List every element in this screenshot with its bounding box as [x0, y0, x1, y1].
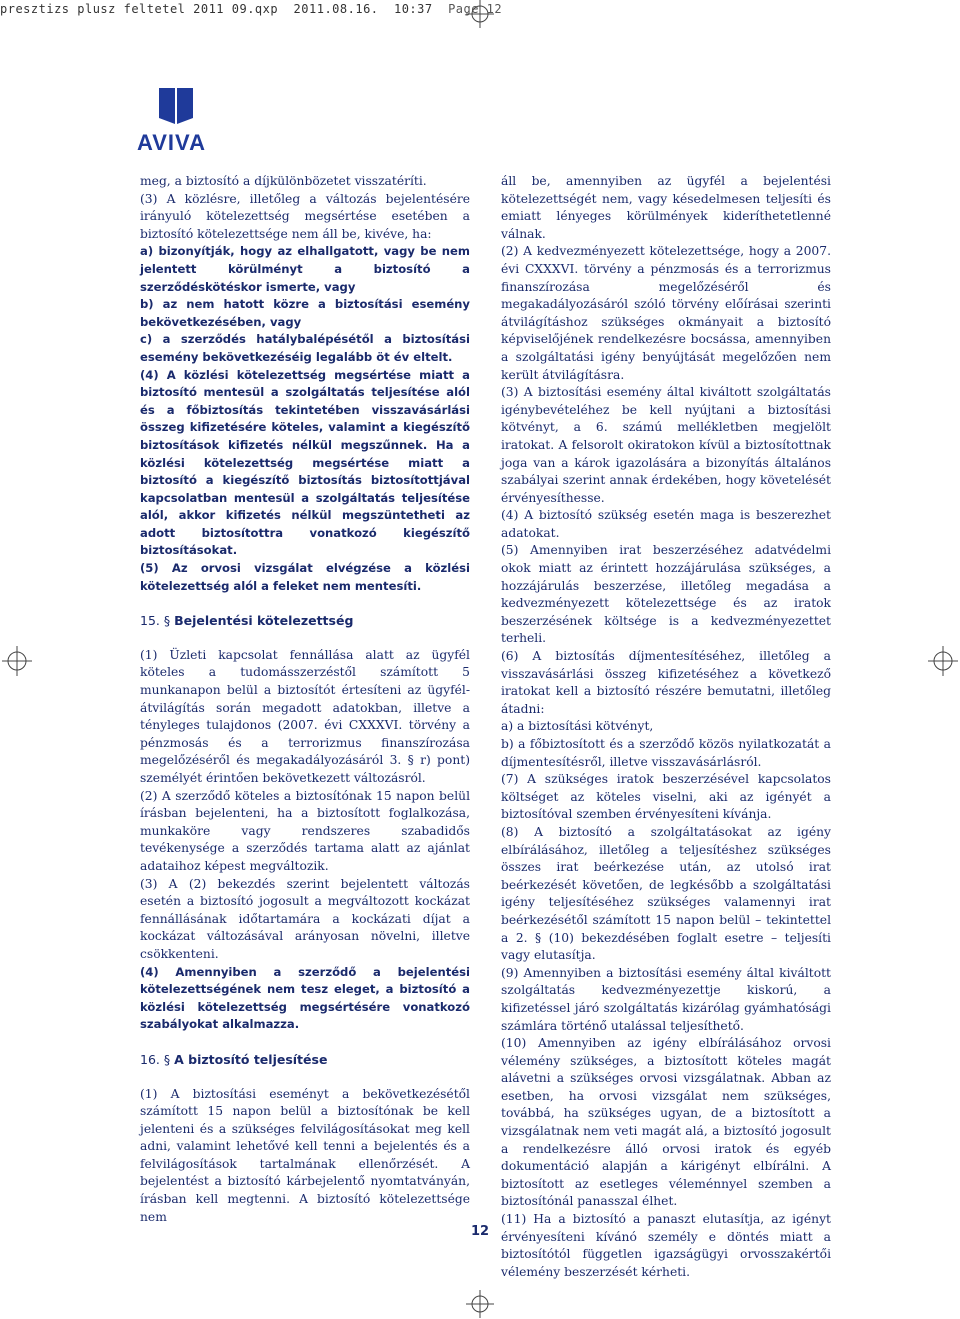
left-paragraph: (3) A közlésre, illetőleg a változás bejelentésére irányuló kötelezettség megsértése esetében a biztosító kötelezettsége nem áll be, kivéve, ha: [140, 191, 470, 241]
left-paragraph: (3) A (2) bekezdés szerint bejelentett változás esetén a biztosító jogosult a megváltozott kockázat fennállásának időtartamára a kockázati díjat a kockázat változásával arányosan növelni, illetve csökkenteni. [140, 876, 470, 961]
section-number: 16. § [140, 1051, 171, 1067]
left-text: (4) A közlési kötelezettség megsértése miatt a biztosító mentesül a szolgáltatás teljesítése alól és a főbiztosítás tekintetében visszavásárlási összeg kifizetésére köteles, valamint a kiegészítő biztosítások kifizetés nélkül megszűnnek. [140, 367, 470, 452]
slug-page: Page 12 [448, 2, 503, 16]
right-paragraph: (4) A biztosító szükség esetén maga is beszerezhet adatokat. [501, 508, 831, 540]
section-title: A biztosító teljesítése [174, 1051, 328, 1067]
aviva-logo-text: AVIVA [137, 130, 206, 155]
left-paragraph-bold [140, 367, 470, 561]
slug-date: 2011.08.16. [293, 2, 379, 16]
left-paragraph-bold: b) az nem hatott közre a biztosítási esemény bekövetkezésében, vagy [140, 297, 470, 329]
right-paragraph: (10) Amennyiben az igény elbírálásához orvosi vélemény szükséges, a biztosított köteles magát alávetni a szükséges orvosi vizsgálatnak. Abban az esetben, ha orvosi vizsgálat nem szükséges, továbbá, ha szükséges ugyan, de a biztosított a vizsgálatnak nem veti magát alá, a biztosító jogosult a rendelkezésre álló orvosi iratok és egyéb dokumentáció alapján a kárigényt elbírálni. A biztosított az esetleges véleménnyel szemben a biztosítónál panasszal élhet. [501, 1036, 831, 1209]
left-paragraph: (1) Üzleti kapcsolat fennállása alatt az ügyfél köteles a tudomásszerzéstől számított 5 munkanapon belül a biztosítót értesíteni az ügyfél-átvilágítás során megadott adatokban, illetve a tényleges tulajdonos (2007. évi CXXXVI. törvény a pénzmosás és a terrorizmus finanszírozása megelőzéséről és megakadályozásáról 3. § r) pont) személyét érintően bekövetkezett változásról. [140, 647, 470, 785]
right-paragraph: (3) A biztosítási esemény által kiváltott szolgáltatás igénybevételéhez be kell nyújtani a biztosítási kötvényt, a 6. számú mellékletben megjelölt iratokat. A felsorolt okiratokon kívül a biztosítottnak joga van a károk igazolására a bizonyítás általános szabályai szerint annak érdekében, hogy követelését érvényesíthesse. [501, 385, 831, 505]
slug-filename: presztizs plusz feltetel 2011 09.qxp [0, 2, 279, 16]
left-paragraph-bold: (4) Amennyiben a szerződő a bejelentési kötelezettségének nem tesz eleget, a biztosító a közlési kötelezettség megsértésére vonatkozó szabályokat alkalmazza. [140, 964, 470, 1032]
right-paragraph: (7) A szükséges iratok beszerzésével kapcsolatos költséget az köteles viselni, aki az igényét a biztosítóval szemben érvényesíteni kívánja. [501, 772, 831, 822]
left-paragraph-bold: (5) Az orvosi vizsgálat elvégzése a közlési kötelezettség alól a feleket nem mentesíti. [140, 561, 470, 593]
right-paragraph: (8) A biztosító a szolgáltatásokat az igény elbírálásához, illetőleg a teljesítéshez szükséges összes irat beérkezése után, az utolsó irat beérkezését követően, de legkésőbb a szolgáltatási igény teljesítéséhez szükséges valamennyi irat beérkezésétől számított 15 napon belül – tekintettel a 2. § (10) bekezdésében foglalt esetre – teljesíti vagy elutasítja. [501, 824, 831, 963]
print-slug [0, 2, 502, 16]
aviva-logo [137, 88, 219, 156]
right-column [501, 173, 831, 1281]
right-paragraph: (9) Amennyiben a biztosítási esemény által kiváltott szolgáltatás kedvezményezettje kiskorú, a kifizetéssel járó szolgáltatás kizárólag gyámhatósági számlára történő utalással teljesíthető. [501, 965, 831, 1033]
right-paragraph: b) a főbiztosított és a szerződő közös nyilatkozatát a díjmentesítésről, illetve visszavásárlásról. [501, 737, 831, 769]
section-heading-15 [140, 612, 470, 630]
aviva-flag-icon [147, 88, 207, 124]
left-text: Ha a közlési kötelezettség megsértése miatt a biztosító a kiegészítő biztosítás biztosítottjával kapcsolatban mentesül a szolgáltatás teljesítése alól, akkor kifizetés nélkül megszüntetheti az adott biztosítottra vonatkozó kiegészítő biztosításokat. [140, 437, 470, 558]
right-paragraph: (2) A kedvezményezett kötelezettsége, hogy a 2007. évi CXXXVI. törvény a pénzmosás és a terrorizmus finanszírozása megelőzéséről és megakadályozásáról szóló törvény előírásai szerinti átvilágításhoz szükséges okmányait a biztosító képviselőjének rendelkezésre bocsássa, amennyiben a szolgáltatási igény benyújtását megelőzően nem került átvilágításra. [501, 244, 831, 382]
section-title: Bejelentési kötelezettség [174, 613, 354, 629]
right-paragraph: a) a biztosítási kötvényt, [501, 719, 654, 734]
section-heading-16 [140, 1051, 470, 1069]
left-paragraph-bold: c) a szerződés hatálybalépésétől a biztosítási esemény bekövetkezéséig legalább öt év eltelt. [140, 332, 470, 364]
page-number: 12 [470, 1224, 490, 1239]
slug-time: 10:37 [393, 2, 433, 16]
left-paragraph-bold: a) bizonyítják, hogy az elhallgatott, vagy be nem jelentett körülményt a biztosító a szerződéskötéskor ismerte, vagy [140, 244, 470, 294]
right-paragraph: (11) Ha a biztosító a panaszt elutasítja, az igényt érvényesíteni kívánó személy e döntés miatt a biztosítótól független igazságügyi orvosszakértői vélemény beszerzését kérheti. [501, 1212, 831, 1279]
left-paragraph: meg, a biztosító a díjkülönbözetet visszatéríti. [140, 174, 427, 188]
registration-mark-left-icon [2, 646, 32, 676]
left-paragraph: (2) A szerződő köteles a biztosítónak 15 napon belül írásban bejelenteni, ha a biztosított foglalkozása, munkaköre vagy rendszeres szabadidős tevékenysége a szerződés tartama alatt az ajánlat adataihoz képest megváltozik. [140, 788, 470, 873]
registration-mark-right-icon [928, 646, 958, 676]
right-paragraph: (6) A biztosítás díjmentesítéséhez, illetőleg a visszavásárlási összeg kifizetéséhez a következő iratokat kell a biztosító részére bemutatni, illetőleg átadni: [501, 649, 831, 716]
section-number: 15. § [140, 613, 171, 629]
registration-mark-bottom-icon [466, 1290, 494, 1318]
registration-mark-top-icon [466, 0, 494, 28]
left-paragraph: (1) A biztosítási eseményt a bekövetkezésétől számított 15 napon belül a biztosítónak be kell jelenteni és a szükséges felvilágosításokat meg kell adni, valamint lehetővé kell tenni a bejelentés és a felvilágosítások tartalmának ellenőrzését. A bejelentést a biztosító kárbejelentő nyomtatványán, írásban kell megtenni. A biztosító kötelezettsége nem [140, 1086, 470, 1224]
right-paragraph: áll be, amennyiben az ügyfél a bejelentési kötelezettségét nem, vagy késedelmesen teljesíti és emiatt lényeges körülmények kideríthetetlenné válnak. [501, 174, 831, 241]
right-paragraph: (5) Amennyiben irat beszerzéséhez adatvédelmi okok miatt az érintett hozzájárulása szükséges, a hozzájárulás beszerzése, illetőleg megadása a kedvezményezett kötelezettsége és az iratok beszerzésének költsége is a kedvezményezettet terheli. [501, 543, 831, 646]
left-column [140, 173, 470, 1226]
